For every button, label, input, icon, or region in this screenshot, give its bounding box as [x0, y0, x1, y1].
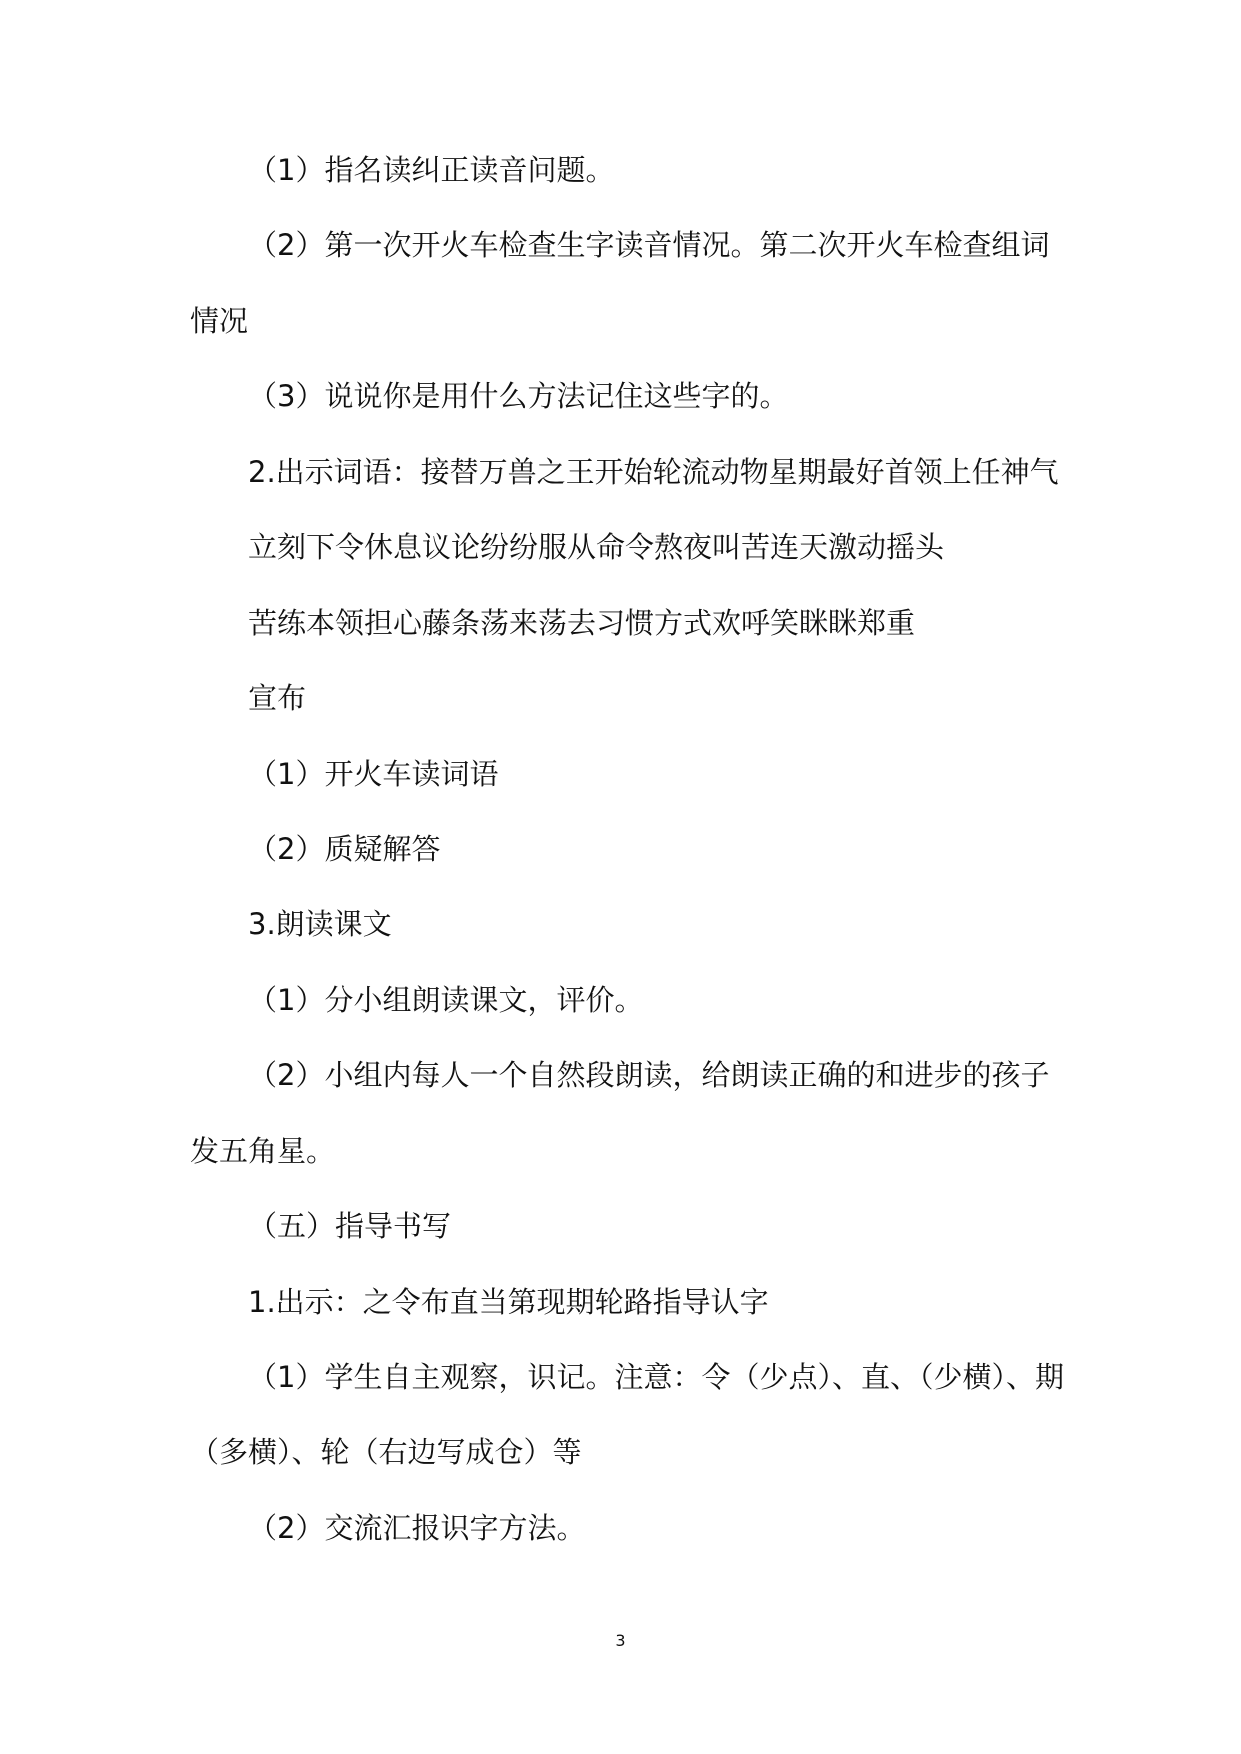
text-line: 3.朗读课文	[248, 907, 392, 942]
text-line: 发五角星。	[190, 1133, 336, 1168]
text-line: （五）指导书写	[248, 1209, 452, 1244]
text-line: （1）分小组朗读课文，评价。	[248, 982, 644, 1017]
paragraph	[190, 1189, 1090, 1264]
text-line: （3）说说你是用什么方法记住这些字的。	[248, 379, 789, 414]
paragraph	[190, 737, 1090, 812]
text-line: （2）质疑解答	[248, 831, 441, 866]
text-line: 立刻下令休息议论纷纷服从命令熬夜叫苦连天激动摇头	[248, 530, 945, 565]
text-line: （1）指名读纠正读音问题。	[248, 153, 615, 187]
paragraph	[190, 208, 1090, 359]
text-line: 1.出示：之令布直当第现期轮路指导认字	[248, 1284, 769, 1319]
text-line: （多横）、轮（右边写成仓）等	[190, 1435, 582, 1470]
paragraph	[190, 661, 1090, 736]
text-line: （2）第一次开火车检查生字读音情况。第二次开火车检查组词	[248, 228, 1050, 263]
page-number: 3	[615, 1631, 626, 1650]
text-line: （2）小组内每人一个自然段朗读，给朗读正确的和进步的孩子	[248, 1058, 1050, 1093]
paragraph	[190, 1491, 1090, 1566]
text-line: 宣布	[248, 681, 307, 716]
text-line: 苦练本领担心藤条荡来荡去习惯方式欢呼笑眯眯郑重	[248, 605, 916, 640]
paragraph	[190, 887, 1090, 962]
paragraph	[190, 1038, 1090, 1189]
paragraph	[190, 963, 1090, 1038]
text-line: （2）交流汇报识字方法。	[248, 1510, 586, 1545]
paragraph	[190, 812, 1090, 887]
paragraph	[190, 586, 1090, 661]
paragraph	[190, 1340, 1090, 1491]
paragraph	[190, 359, 1090, 434]
paragraph	[190, 435, 1090, 510]
paragraph	[190, 510, 1090, 585]
text-line: 情况	[190, 303, 249, 338]
text-line: （1）学生自主观察，识记。注意：令（少点）、直、（少横）、期	[248, 1360, 1064, 1394]
body-text	[190, 133, 1090, 1566]
text-line: 2.出示词语：接替万兽之王开始轮流动物星期最好首领上任神气	[248, 454, 1059, 489]
paragraph	[190, 1265, 1090, 1340]
text-line: （1）开火车读词语	[248, 756, 499, 791]
paragraph	[190, 133, 1090, 208]
